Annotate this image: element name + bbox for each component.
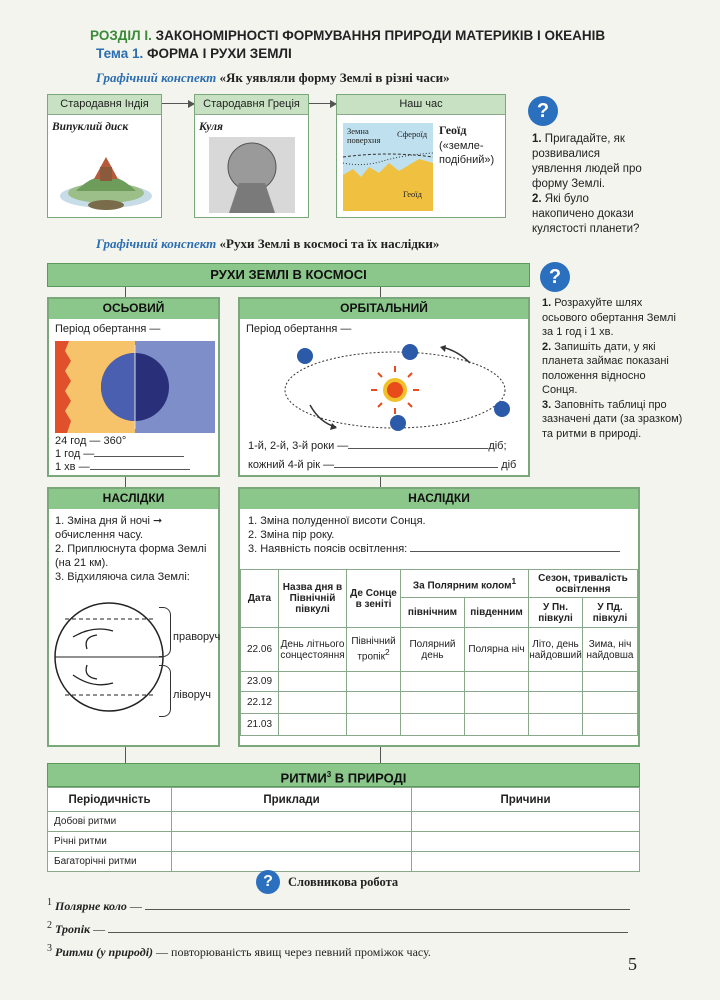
orbital-period: Період обертання —: [246, 323, 352, 335]
orbital-answer-ordinary[interactable]: [348, 448, 488, 449]
summary2-title: «Рухи Землі в космосі та їх наслідки»: [219, 236, 440, 251]
cons-item2: 2. Приплюснута форма Землі (на 21 км).: [55, 543, 207, 569]
arrow-1: [162, 103, 194, 104]
summary1-title: «Як уявляли форму Землі в різні часи»: [219, 70, 450, 85]
table-row[interactable]: 22.12: [241, 692, 638, 714]
q3-text: Заповніть таблиці про зазначені дати (за зразком) та ритми в природі.: [542, 398, 683, 440]
table-row[interactable]: 21.03: [241, 714, 638, 736]
belts-answer-line[interactable]: [410, 551, 620, 552]
orbital-consequences-head: НАСЛІДКИ: [240, 489, 638, 509]
rhythms-table: [47, 787, 640, 872]
orbital-line1-unit: діб;: [488, 440, 507, 452]
section-label: РОЗДІЛ І.: [90, 28, 152, 43]
connector-axial: [125, 287, 126, 297]
orbital-line2-unit: діб: [501, 459, 517, 471]
ancient-india-card: [47, 94, 162, 218]
orbital-calc: [248, 437, 528, 475]
orbital-consequences-box: [238, 487, 640, 747]
geoid-note: («земле-подібний»): [439, 140, 495, 166]
coriolis-diagram: [53, 597, 167, 715]
axial-box: [47, 297, 220, 477]
summary2-heading: [96, 236, 439, 252]
geoid-term: Геоїд: [439, 123, 467, 137]
connector-orbital-cons: [380, 477, 381, 487]
q2-text: Запишіть дати, у які планета займає показані положення відносно Сонця.: [542, 340, 669, 396]
q1-text: Пригадайте, як розвивалися уявлення людей про форму Землі.: [532, 133, 642, 190]
q1-num: 1.: [542, 297, 552, 309]
topic-title: ФОРМА І РУХИ ЗЕМЛІ: [147, 46, 292, 61]
axial-consequences-head: НАСЛІДКИ: [49, 489, 218, 509]
summary2-label: Графічний конспект: [96, 236, 217, 251]
axial-head: ОСЬОВИЙ: [49, 299, 218, 319]
summary1-heading: [96, 70, 450, 86]
table-row[interactable]: Добові ритми: [48, 812, 640, 832]
orbital-answer-leap[interactable]: [334, 467, 498, 468]
cons-item1: 1. Зміна дня й ночі ➞ обчислення часу.: [55, 515, 163, 541]
orbital-consequences-list: [240, 509, 638, 561]
cons-item2: 2. Зміна пір року.: [248, 529, 335, 541]
col-examples: Приклади: [172, 788, 412, 812]
col-polar-circle: За Полярним колом$^1$: [401, 570, 529, 598]
col-season: Сезон, тривалість освітлення: [529, 570, 638, 598]
brace-south: [159, 665, 171, 717]
term-polar-circle: Полярне коло: [55, 899, 127, 913]
spheroid-label: Сфероїд: [397, 129, 428, 139]
cons-item3: 3. Відхиляюча сила Землі:: [55, 571, 190, 583]
topic-heading: [96, 46, 292, 61]
section-heading: [90, 28, 605, 43]
deflect-right-label: праворуч: [173, 631, 221, 643]
col-sun-zenith: Де Сонце в зеніті: [347, 570, 401, 628]
ancient-india-head: Стародавня Індія: [48, 95, 161, 115]
col-n-hemi: У Пн. півкулі: [529, 598, 583, 628]
tropic-answer[interactable]: [108, 932, 628, 933]
q1-num: 1.: [532, 133, 542, 145]
brace-north: [159, 607, 171, 657]
orbital-box: [238, 297, 530, 477]
table-row[interactable]: Багаторічні ритми: [48, 852, 640, 872]
col-periodicity: Періодичність: [48, 788, 172, 812]
polar-circle-answer[interactable]: [145, 909, 630, 910]
cons-item3: 3. Наявність поясів освітлення:: [248, 543, 408, 555]
col-causes: Причини: [412, 788, 640, 812]
section-title: ЗАКОНОМІРНОСТІ ФОРМУВАННЯ ПРИРОДИ МАТЕРИКІВ І ОКЕАНІВ: [155, 28, 606, 43]
orbit-diagram: [270, 335, 520, 435]
axial-consequences-list: [49, 509, 218, 589]
ancient-greece-card: [194, 94, 309, 218]
col-day-name: Назва дня в Північній півкулі: [279, 570, 347, 628]
geoid-label: Геоїд: [403, 189, 422, 199]
q2-num: 2.: [542, 340, 552, 353]
q1-text: Розрахуйте шлях осьового обертання Землі за 1 год і 1 хв.: [542, 297, 676, 338]
col-s-hemi: У Пд. півкулі: [583, 598, 638, 628]
topic-label: Тема 1.: [96, 46, 144, 61]
table-row[interactable]: 23.09: [241, 672, 638, 692]
q2-text: Які було накопичено докази кулястості планети?: [532, 193, 640, 235]
summary1-questions: [532, 132, 652, 237]
connector-orbital: [380, 287, 381, 297]
earth-day-night-illustration: [55, 341, 215, 433]
question-icon: ?: [256, 870, 280, 894]
connector-rhythm-right: [380, 747, 381, 763]
connector-rhythm-left: [125, 747, 126, 763]
axial-line3: 1 хв —: [55, 461, 90, 473]
col-south: південним: [465, 598, 529, 628]
sphere-sculpture-illustration: [209, 137, 295, 213]
axial-period: Період обертання —: [55, 323, 161, 335]
axial-consequences-box: [47, 487, 220, 747]
earth-surface-label: Земна поверхня: [347, 126, 381, 145]
q2-num: 2.: [532, 193, 542, 205]
connector-axial-cons: [125, 477, 126, 487]
ancient-india-caption: Випуклий диск: [52, 121, 129, 133]
orbital-line2: кожний 4-й рік —: [248, 459, 335, 471]
col-date: Дата: [241, 570, 279, 628]
cons-item1: 1. Зміна полуденної висоти Сонця.: [248, 515, 426, 527]
ancient-greece-caption: Куля: [199, 121, 223, 133]
ancient-greece-head: Стародавня Греція: [195, 95, 308, 115]
q3-num: 3.: [542, 398, 552, 411]
term-tropic: Тропік: [55, 922, 91, 936]
axial-line1: 24 год — 360°: [55, 435, 127, 447]
question-icon: ?: [528, 96, 558, 126]
table-row[interactable]: Річні ритми: [48, 832, 640, 852]
summary2-questions: [542, 296, 684, 441]
axial-answer-minute[interactable]: [90, 469, 190, 470]
axial-line2: 1 год —: [55, 448, 95, 460]
orbital-head: ОРБІТАЛЬНИЙ: [240, 299, 528, 319]
glossary-title: Словникова робота: [288, 875, 399, 889]
modern-time-card: [336, 94, 506, 218]
table-row: 22.06 День літнього сонцестояння Північний тропік$^2$ Полярний день Полярна ніч Літо, день найдовший Зима, ніч найдовша: [241, 628, 638, 672]
movements-head: РУХИ ЗЕМЛІ В КОСМОСІ: [47, 263, 530, 287]
seasons-table: [240, 569, 638, 736]
modern-time-head: Наш час: [337, 95, 505, 115]
glossary-list: $^1$ Полярне коло — $^2$ Тропік — $^3$ Ритми (у природі) — повторюваність явищ через певний проміжок часу.: [47, 893, 640, 962]
summary1-label: Графічний конспект: [96, 70, 217, 85]
rhythms-definition: — повторюваність явищ через певний проміжок часу.: [156, 945, 431, 959]
orbital-line1: 1-й, 2-й, 3-й роки —: [248, 440, 349, 452]
page-number: 5: [628, 954, 637, 974]
flat-disk-illustration: [56, 141, 156, 213]
col-north: північним: [401, 598, 465, 628]
axial-calc: [55, 435, 215, 474]
question-icon: ?: [540, 262, 570, 292]
rhythms-head: РИТМИ$^3$ В ПРИРОДІ: [47, 763, 640, 787]
axial-answer-hour[interactable]: [94, 456, 184, 457]
deflect-left-label: ліворуч: [173, 689, 211, 701]
arrow-2: [309, 103, 336, 104]
term-rhythms: Ритми (у природі): [55, 945, 154, 959]
